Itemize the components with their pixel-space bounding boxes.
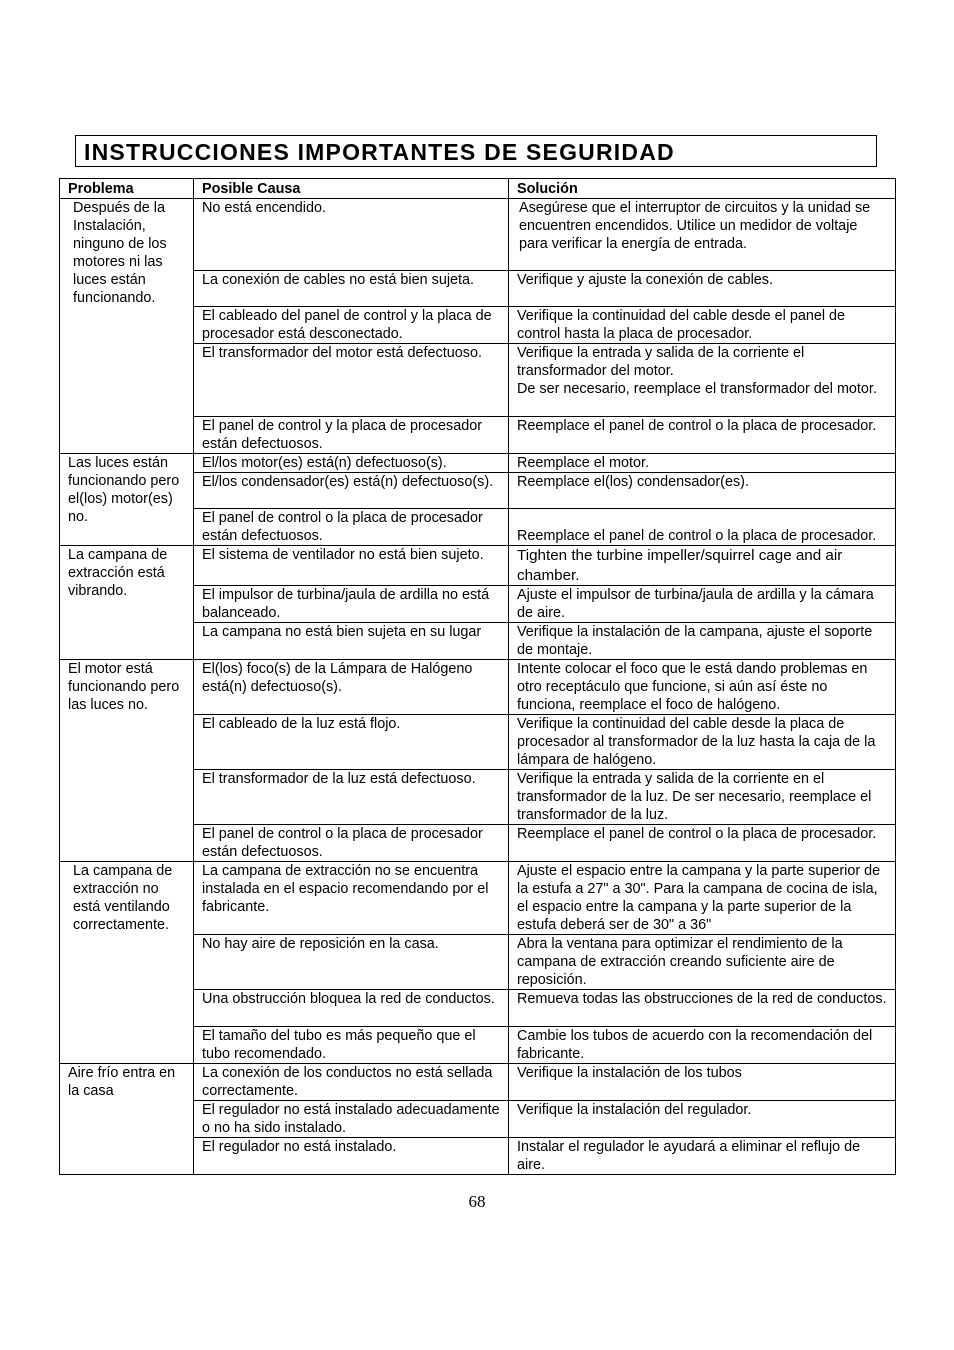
cause-cell: La conexión de los conductos no está sellada correctamente.: [194, 1064, 509, 1101]
problem-cell: El motor está funcionando pero las luces no.: [60, 660, 194, 862]
solution-cell: Asegúrese que el interruptor de circuitos y la unidad se encuentren encendidos. Utilice un medidor de voltaje para verificar la energía de entrada.: [509, 199, 896, 271]
solution-cell: Verifique la continuidad del cable desde el panel de control hasta la placa de procesador.: [509, 307, 896, 344]
page-number: 68: [468, 1192, 486, 1211]
table-row: [60, 1064, 896, 1101]
cause-cell: La campana de extracción no se encuentra instalada en el espacio recomendando por el fabricante.: [194, 862, 509, 935]
title-box: [75, 135, 877, 167]
solution-cell: Verifique la instalación de los tubos: [509, 1064, 896, 1101]
cause-cell: El/los condensador(es) está(n) defectuoso(s).: [194, 473, 509, 509]
solution-cell: Verifique la continuidad del cable desde la placa de procesador al transformador de la luz hasta la caja de la lámpara de halógeno.: [509, 715, 896, 770]
problem-cell: La campana de extracción no está ventilando correctamente.: [60, 862, 194, 1064]
solution-cell: Cambie los tubos de acuerdo con la recomendación del fabricante.: [509, 1027, 896, 1064]
cause-cell: El panel de control o la placa de procesador están defectuosos.: [194, 509, 509, 546]
problem-cell: Las luces están funcionando pero el(los) motor(es) no.: [60, 454, 194, 546]
cause-cell: El transformador del motor está defectuoso.: [194, 344, 509, 417]
problem-cell: Aire frío entra en la casa: [60, 1064, 194, 1175]
cause-cell: El panel de control o la placa de procesador están defectuosos.: [194, 825, 509, 862]
cause-cell: El/los motor(es) está(n) defectuoso(s).: [194, 454, 509, 473]
cause-cell: El cableado de la luz está flojo.: [194, 715, 509, 770]
solution-cell: Reemplace el panel de control o la placa de procesador.: [509, 509, 896, 546]
cause-cell: El transformador de la luz está defectuoso.: [194, 770, 509, 825]
troubleshooting-table: [59, 178, 896, 1175]
table-row: [60, 546, 896, 586]
header-solution: Solución: [509, 179, 896, 199]
table-row: [60, 199, 896, 271]
solution-cell: Tighten the turbine impeller/squirrel cage and air chamber.: [509, 546, 896, 586]
cause-cell: El panel de control y la placa de procesador están defectuosos.: [194, 417, 509, 454]
solution-cell: Ajuste el espacio entre la campana y la parte superior de la estufa a 27" a 30". Para la campana de cocina de isla, el espacio entre la campana y la parte superior de la estufa deberá ser de 30" a 36": [509, 862, 896, 935]
cause-cell: La conexión de cables no está bien sujeta.: [194, 271, 509, 307]
solution-cell: Reemplace el motor.: [509, 454, 896, 473]
problem-cell: Después de la Instalación, ninguno de los motores ni las luces están funcionando.: [60, 199, 194, 454]
solution-cell: Ajuste el impulsor de turbina/jaula de ardilla y la cámara de aire.: [509, 586, 896, 623]
cause-cell: El(los) foco(s) de la Lámpara de Halógeno está(n) defectuoso(s).: [194, 660, 509, 715]
solution-cell: Instalar el regulador le ayudará a eliminar el reflujo de aire.: [509, 1138, 896, 1175]
solution-text: Verifique la entrada y salida de la corriente el transformador del motor.: [517, 345, 805, 379]
cause-cell: El regulador no está instalado.: [194, 1138, 509, 1175]
solution-cell: Verifique la instalación del regulador.: [509, 1101, 896, 1138]
solution-text-2: De ser necesario, reemplace el transformador del motor.: [517, 381, 877, 397]
solution-cell: Verifique la instalación de la campana, ajuste el soporte de montaje.: [509, 623, 896, 660]
table-row: [60, 660, 896, 715]
solution-cell: [509, 344, 896, 417]
solution-cell: Verifique y ajuste la conexión de cables.: [509, 271, 896, 307]
cause-cell: El regulador no está instalado adecuadamente o no ha sido instalado.: [194, 1101, 509, 1138]
cause-cell: No hay aire de reposición en la casa.: [194, 935, 509, 990]
solution-cell: Intente colocar el foco que le está dando problemas en otro receptáculo que funcione, si aún así éste no funciona, reemplace el foco de halógeno.: [509, 660, 896, 715]
cause-cell: El tamaño del tubo es más pequeño que el tubo recomendado.: [194, 1027, 509, 1064]
solution-cell: Remueva todas las obstrucciones de la red de conductos.: [509, 990, 896, 1027]
cause-cell: Una obstrucción bloquea la red de conductos.: [194, 990, 509, 1027]
page-title: INSTRUCCIONES IMPORTANTES DE SEGURIDAD: [84, 139, 675, 165]
table-row: [60, 862, 896, 935]
solution-cell: Reemplace el(los) condensador(es).: [509, 473, 896, 509]
cause-cell: No está encendido.: [194, 199, 509, 271]
cause-cell: El cableado del panel de control y la placa de procesador está desconectado.: [194, 307, 509, 344]
header-problem: Problema: [60, 179, 194, 199]
cause-cell: El sistema de ventilador no está bien sujeto.: [194, 546, 509, 586]
problem-cell: La campana de extracción está vibrando.: [60, 546, 194, 660]
solution-cell: Abra la ventana para optimizar el rendimiento de la campana de extracción creando suficiente aire de reposición.: [509, 935, 896, 990]
cause-cell: El impulsor de turbina/jaula de ardilla no está balanceado.: [194, 586, 509, 623]
solution-cell: Verifique la entrada y salida de la corriente en el transformador de la luz. De ser necesario, reemplace el transformador de la luz.: [509, 770, 896, 825]
solution-cell: Reemplace el panel de control o la placa de procesador.: [509, 825, 896, 862]
cause-cell: La campana no está bien sujeta en su lugar: [194, 623, 509, 660]
table-header-row: [60, 179, 896, 199]
table-row: [60, 454, 896, 473]
header-cause: Posible Causa: [194, 179, 509, 199]
solution-cell: Reemplace el panel de control o la placa de procesador.: [509, 417, 896, 454]
